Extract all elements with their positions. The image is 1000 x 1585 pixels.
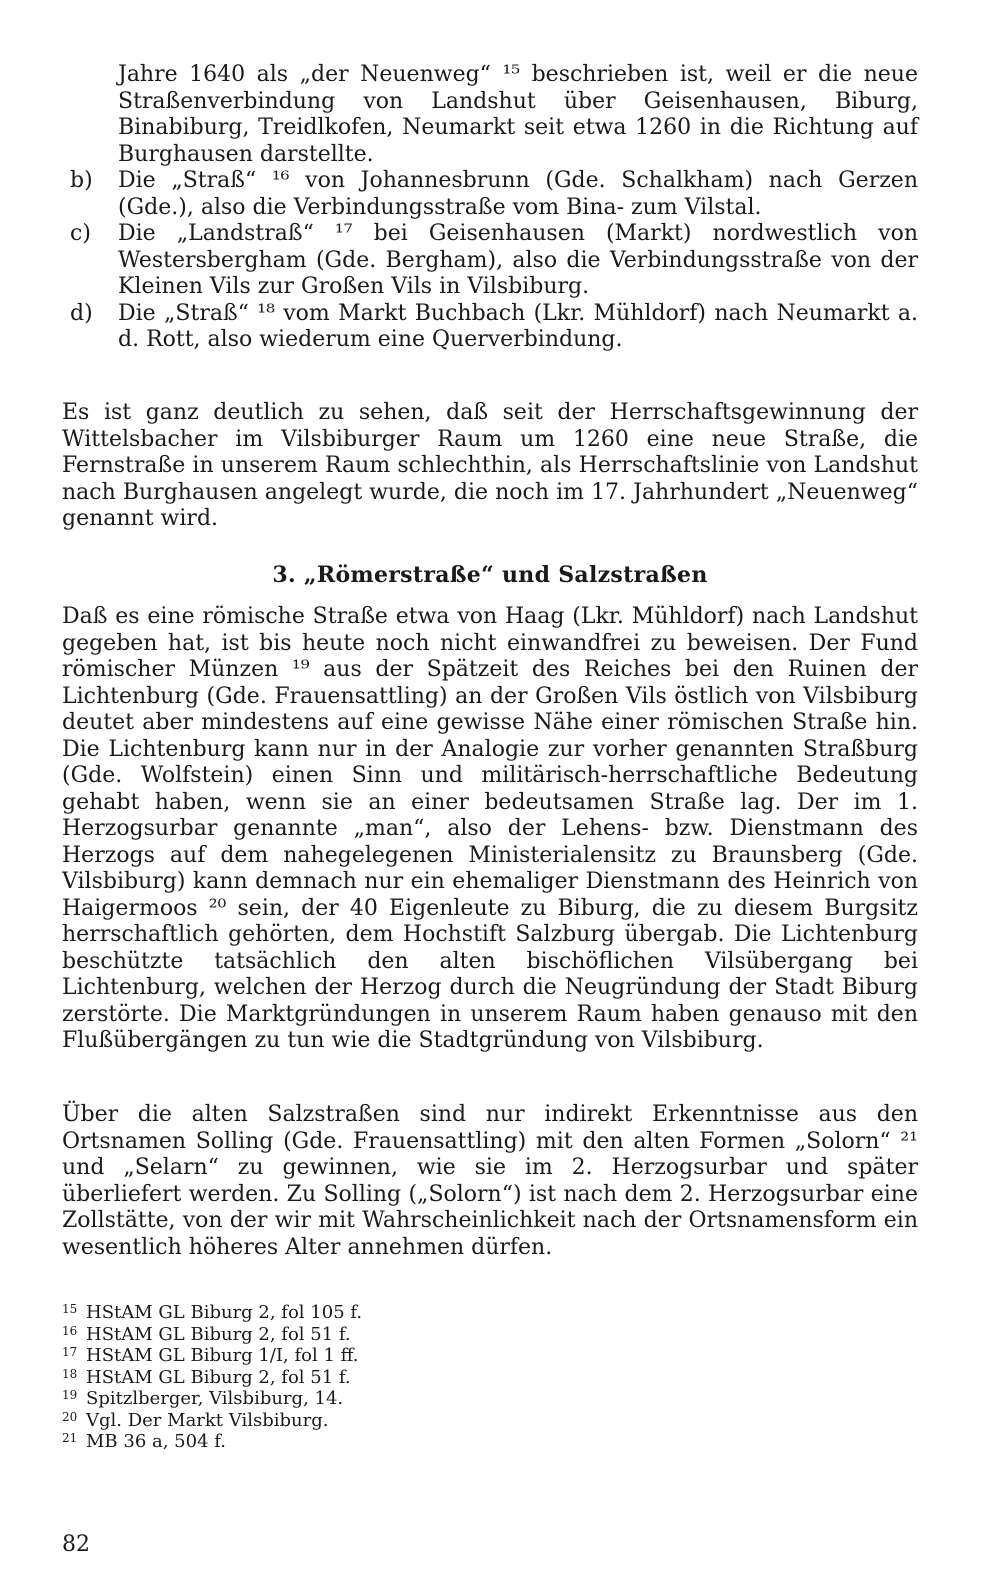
- footnote-number: 17: [62, 1345, 78, 1359]
- continuation-text: Jahre 1640 als „der Neuenweg“ ¹⁵ beschrieben ist, weil er die neue Straßenverbindung von Landshut über Geisenhausen, Biburg, Binabiburg, Treidlkofen, Neumarkt seit etwa 1260 in die Richtung auf Burghausen darstellte.: [118, 62, 918, 167]
- footnote-text: HStAM GL Biburg 2, fol 51 f.: [86, 1323, 351, 1345]
- list-item-text: Die „Landstraß“ ¹⁷ bei Geisenhausen (Markt) nordwestlich von Westersbergham (Gde. Bergham), also die Verbindungsstraße von der Kleinen Vils zur Großen Vils in Vilsbiburg.: [118, 221, 918, 299]
- footnote-text: Spitzlberger, Vilsbiburg, 14.: [86, 1388, 344, 1409]
- paragraph-conclusion: Es ist ganz deutlich zu sehen, daß seit der Herrschaftsgewinnung der Wittelsbacher im Vilsbiburger Raum um 1260 eine neue Straße, die Fernstraße in unserem Raum schlechthin, als Herrschaftslinie von Landshut nach Burghausen angelegt wurde, die noch im 17. Jahrhundert „Neuenweg“ genannt wird.: [62, 400, 918, 531]
- footnote-number: 20: [62, 1409, 78, 1424]
- list-item-continuation: [62, 62, 918, 168]
- page-number: 82: [62, 1532, 90, 1557]
- list-item-text: Die „Straß“ ¹⁶ von Johannesbrunn (Gde. Schalkham) nach Gerzen (Gde.), also die Verbindungsstraße vom Bina- zum Vilstal.: [118, 168, 918, 220]
- footnote-number: 19: [62, 1388, 78, 1402]
- footnote-number: 21: [62, 1431, 78, 1445]
- list-item-d: [62, 301, 918, 354]
- footnote: [62, 1302, 662, 1324]
- footnote-number: 15: [62, 1302, 78, 1316]
- paragraph-roman-road: Daß es eine römische Straße etwa von Haag (Lkr. Mühldorf) nach Landshut gegeben hat, ist bis heute noch nicht einwandfrei zu beweisen. Der Fund römischer Münzen ¹⁹ aus der Spätzeit des Reiches bei den Ruinen der Lichtenburg (Gde. Frauensattling) an der Großen Vils östlich von Vilsbiburg deutet aber mindestens auf eine gewisse Nähe einer römischen Straße hin. Die Lichtenburg kann nur in der Analogie zur vorher genannten Straßburg (Gde. Wolfstein) einen Sinn und militärisch-herrschaftliche Bedeutung gehabt haben, wenn sie an einer bedeutsamen Straße lag. Der im 1. Herzogsurbar genannte „man“, also der Lehens- bzw. Dienstmann des Herzogs auf dem nahegelegenen Ministerialensitz zu Braunsberg (Gde. Vilsbiburg) kann demnach nur ein ehemaliger Dienstmann des Heinrich von Haigermoos ²⁰ sein, der 40 Eigenleute zu Biburg, die zu diesem Burgsitz herrschaftlich gehörten, dem Hochstift Salzburg übergab. Die Lichtenburg beschützte tatsächlich den alten bischöflichen Vilsübergang bei Lichtenburg, welchen der Herzog durch die Neugründung der Stadt Biburg zerstörte. Die Marktgründungen in unserem Raum haben genauso mit den Flußübergängen zu tun wie die Stadtgründung von Vilsbiburg.: [62, 604, 918, 1053]
- list-label: b): [70, 168, 93, 193]
- footnote: [62, 1345, 662, 1367]
- footnote-text: MB 36 a, 504 f.: [86, 1431, 227, 1452]
- footnote: [62, 1431, 662, 1453]
- footnote-text: HStAM GL Biburg 2, fol 51 f.: [86, 1366, 351, 1388]
- section-heading: 3. „Römerstraße“ und Salzstraßen: [272, 562, 708, 588]
- footnote: [62, 1410, 662, 1432]
- enumerated-list: [62, 62, 918, 354]
- footnotes: [62, 1302, 662, 1453]
- list-label: d): [70, 300, 93, 326]
- footnote: [62, 1367, 662, 1389]
- footnote: [62, 1388, 662, 1410]
- list-label: c): [70, 221, 91, 246]
- list-item-c: [62, 221, 918, 301]
- footnote-number: 16: [62, 1323, 78, 1338]
- footnote-text: HStAM GL Biburg 2, fol 105 f.: [86, 1302, 363, 1323]
- paragraph-salt-roads: Über die alten Salzstraßen sind nur indirekt Erkenntnisse aus den Ortsnamen Solling (Gde. Frauensattling) mit den alten Formen „Solorn“ ²¹ und „Selarn“ zu gewinnen, wie sie im 2. Herzogsurbar und später überliefert werden. Zu Solling („Solorn“) ist nach dem 2. Herzogsurbar eine Zollstätte, von der wir mit Wahrscheinlichkeit nach der Ortsnamensform ein wesentlich höheres Alter annehmen dürfen.: [62, 1102, 918, 1260]
- list-item-b: [62, 168, 918, 221]
- list-item-text: Die „Straß“ ¹⁸ vom Markt Buchbach (Lkr. Mühldorf) nach Neumarkt a. d. Rott, also wiederum eine Querverbindung.: [118, 300, 918, 352]
- footnote-text: Vgl. Der Markt Vilsbiburg.: [86, 1409, 329, 1431]
- footnote-text: HStAM GL Biburg 1/I, fol 1 ff.: [86, 1345, 359, 1366]
- footnote-number: 18: [62, 1366, 78, 1381]
- footnote: [62, 1324, 662, 1346]
